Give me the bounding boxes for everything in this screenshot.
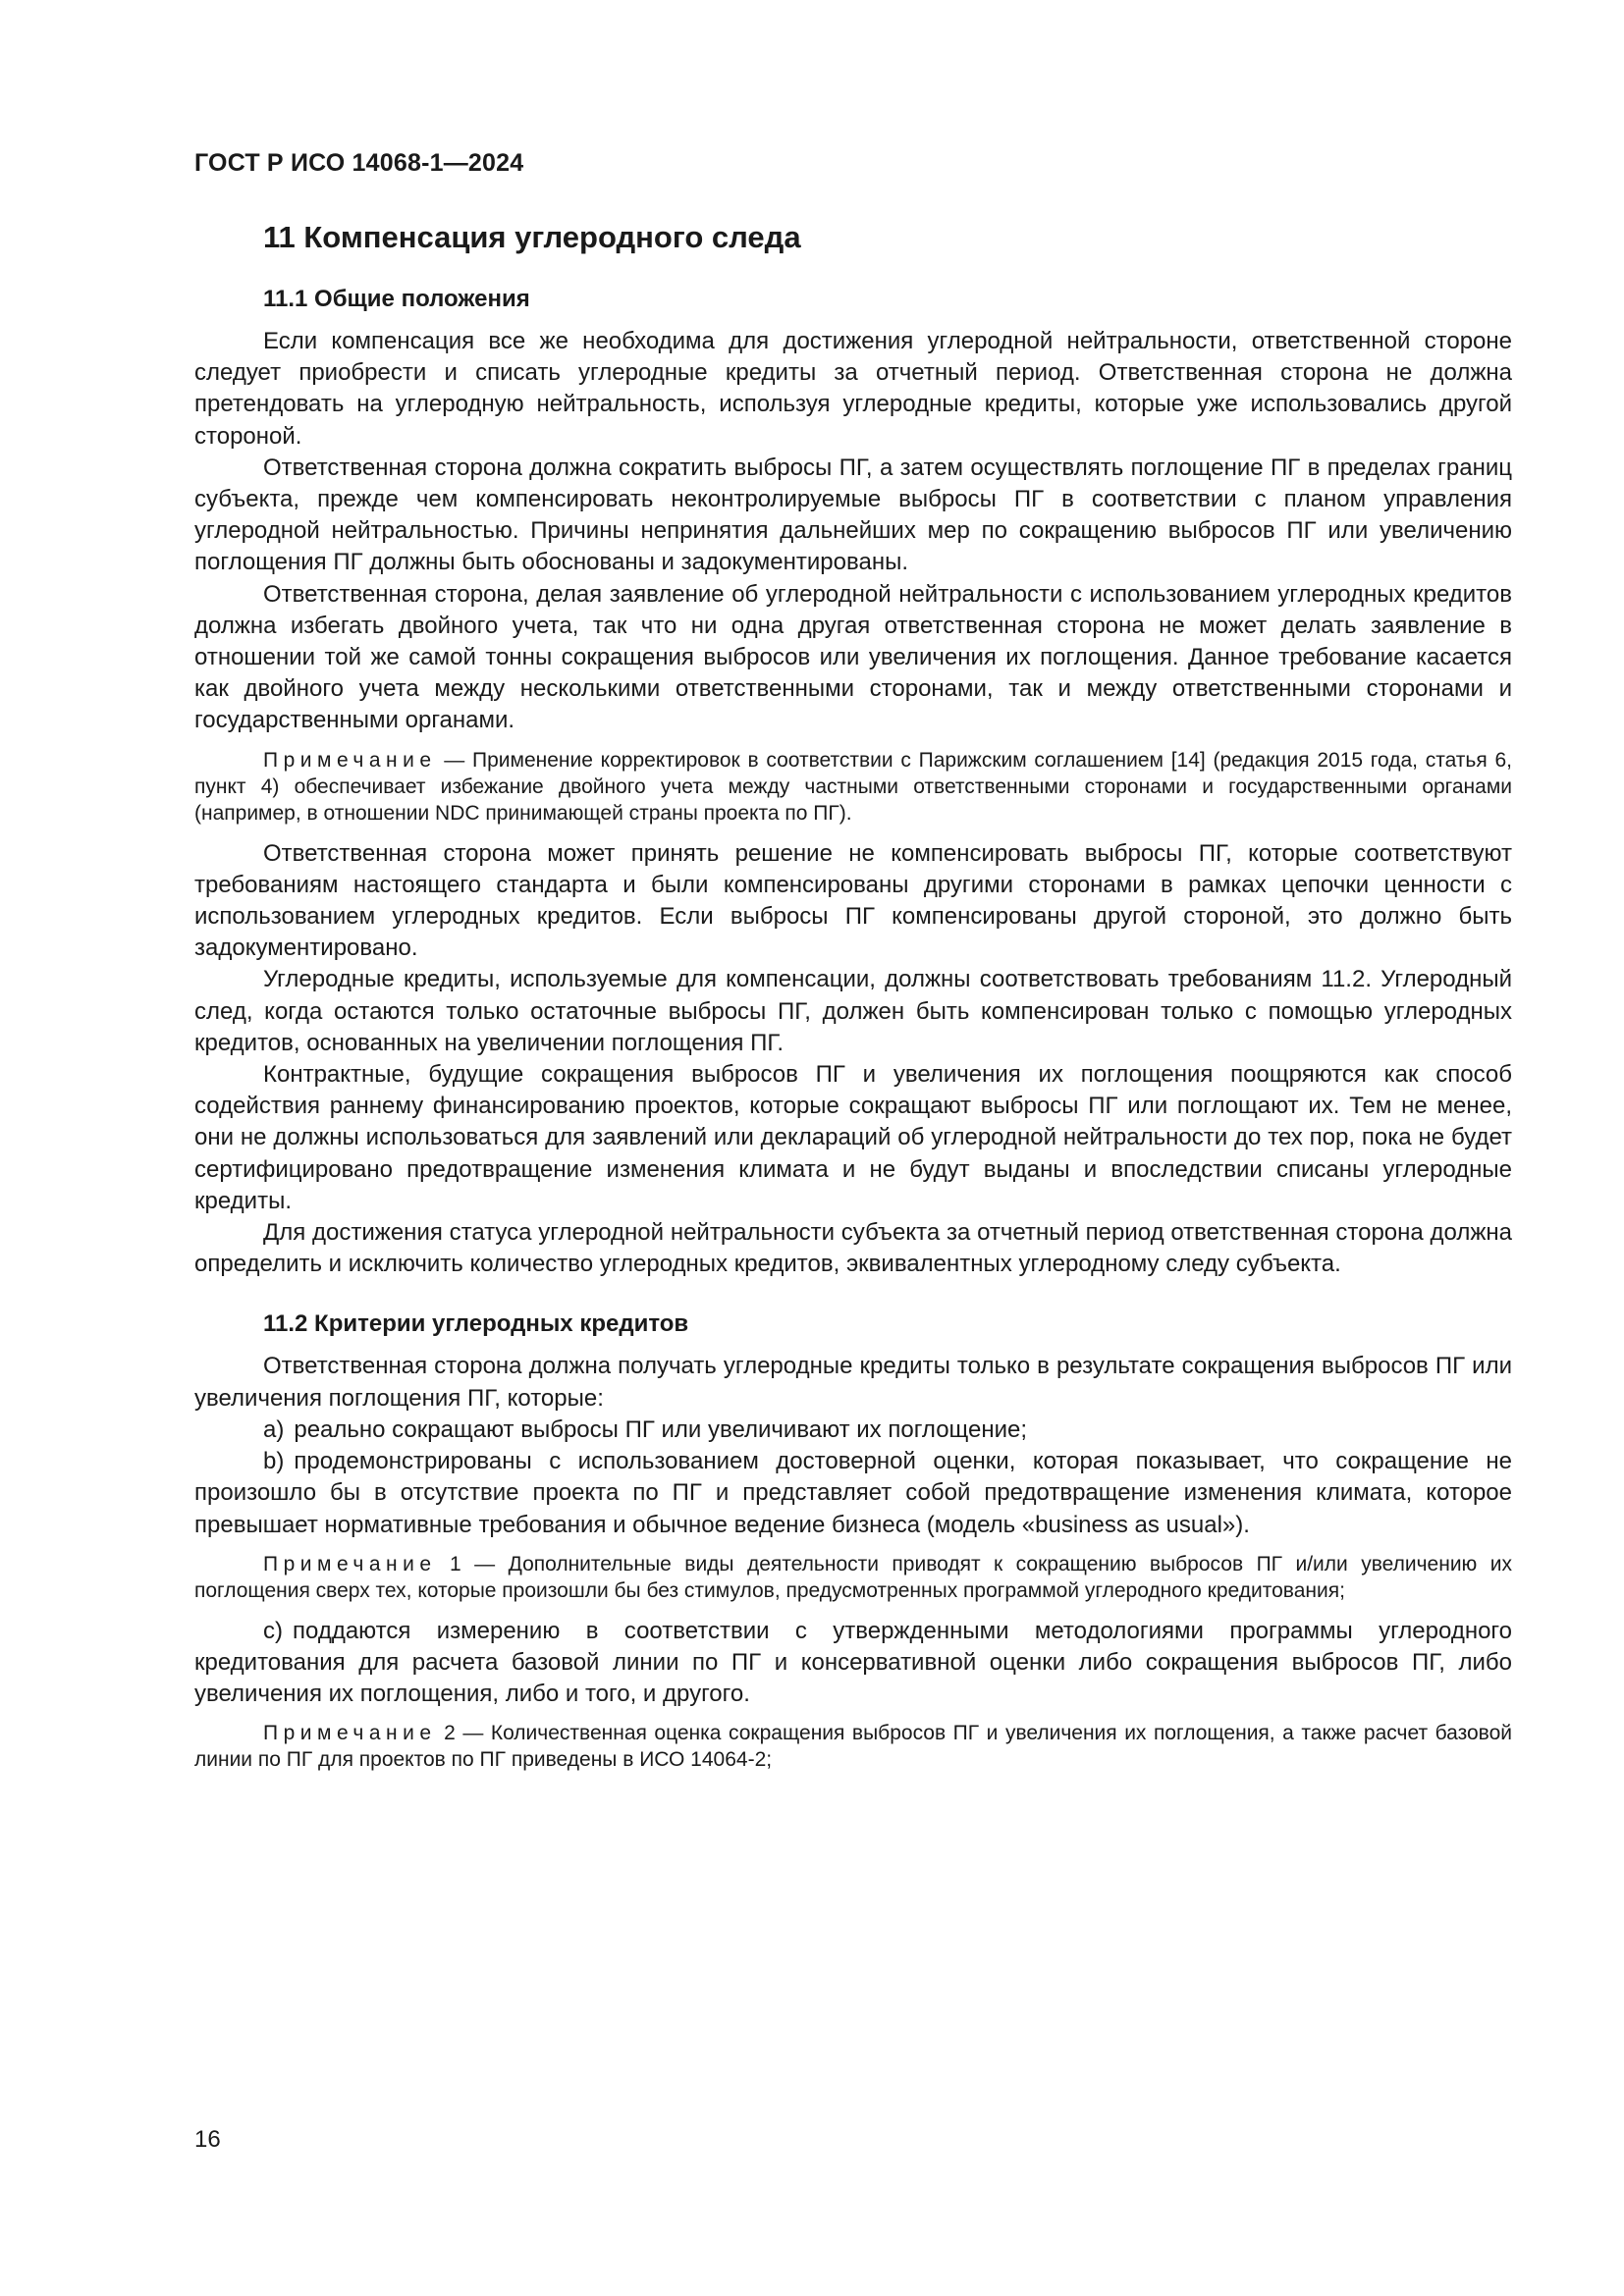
list-item-text: реально сокращают выбросы ПГ или увеличивают их поглощение; [294,1415,1028,1443]
subsection-title-11-1: 11.1 Общие положения [263,286,530,312]
paragraph: Ответственная сторона должна сократить выбросы ПГ, а затем осуществлять поглощение ПГ в пределах границ субъекта, прежде чем компенсировать неконтролируемые выбросы ПГ в соответствии с планом управления углеродной нейтральностью. Причины непринятия дальнейших мер по сокращению выбросов ПГ или увеличению поглощения ПГ должны быть обоснованы и задокументированы. [194,454,1512,576]
list-marker: b) [263,1448,285,1475]
note-text: 1 — Дополнительные виды деятельности приводят к сокращению выбросов ПГ и/или увеличению их поглощения сверх тех, которые произошли бы без стимулов, предусмотренных программой углеродного кредитования; [194,1552,1512,1602]
subsection-title-11-2: 11.2 Критерии углеродных кредитов [263,1310,689,1338]
paragraph: Ответственная сторона может принять решение не компенсировать выбросы ПГ, которые соответствуют требованиям настоящего стандарта и были компенсированы другими сторонами в рамках цепочки ценности с использованием углеродных кредитов. Если выбросы ПГ компенсированы другой стороной, это должно быть задокументировано. [194,839,1512,962]
section-title: 11 Компенсация углеродного следа [263,220,801,254]
note [194,747,1512,827]
note-label: Примечание [263,1552,437,1575]
note-label: Примечание [263,1722,437,1745]
note-text: 2 — Количественная оценка сокращения выбросов ПГ и увеличения их поглощения, а также расчет базовой линии по ПГ для проектов по ПГ приведены в ИСО 14064-2; [194,1722,1512,1772]
paragraph: Для достижения статуса углеродной нейтральности субъекта за отчетный период ответственная сторона должна определить и исключить количество углеродных кредитов, эквивалентных углеродному следу субъекта. [194,1219,1512,1278]
paragraph: Контрактные, будущие сокращения выбросов ПГ и увеличения их поглощения поощряются как способ содействия раннему финансированию проектов, которые сокращают выбросы ПГ или поглощают их. Тем не менее, они не должны использоваться для заявлений или деклараций об углеродной нейтральности до тех пор, пока не будет сертифицировано предотвращение изменения климата и не будут выданы и впоследствии списаны углеродные кредиты. [194,1061,1512,1214]
list-item [194,1446,1512,1541]
list-item-text: продемонстрированы с использованием достоверной оценки, которая показывает, что сокращение не произошло бы в отсутствие проекта по ПГ и представляет собой предотвращение изменения климата, которое превышает нормативные требования и обычное ведение бизнеса (модель «business as usual»). [194,1448,1512,1538]
list-marker: c) [263,1617,283,1644]
list-item [194,1616,1512,1711]
page-number: 16 [194,2126,221,2153]
note-label: Примечание [263,748,437,772]
paragraph: Ответственная сторона, делая заявление об углеродной нейтральности с использованием углеродных кредитов должна избегать двойного учета, так что ни одна другая ответственная сторона не может делать заявление в отношении той же самой тонны сокращения выбросов или увеличения их поглощения. Данное требование касается как двойного учета между несколькими ответственными сторонами, так и между ответственными сторонами и государственными органами. [194,580,1512,734]
list-marker: a) [263,1415,285,1443]
paragraph: Углеродные кредиты, используемые для компенсации, должны соответствовать требованиям 11.2. Углеродный след, когда остаются только остаточные выбросы ПГ, должен быть компенсирован только с помощью углеродных кредитов, основанных на увеличении поглощения ПГ. [194,966,1512,1056]
note [194,1551,1512,1604]
note-text: — Применение корректировок в соответствии с Парижским соглашением [14] (редакция 2015 года, статья 6, пункт 4) обеспечивает избежание двойного учета между частными ответственными сторонами и государственными органами (например, в отношении NDC принимающей страны проекта по ПГ). [194,748,1512,825]
list-item [194,1415,1512,1446]
page-content [194,218,1512,1785]
paragraph: Ответственная сторона должна получать углеродные кредиты только в результате сокращения выбросов ПГ или увеличения поглощения ПГ, которые: [194,1353,1512,1412]
paragraph: Если компенсация все же необходима для достижения углеродной нейтральности, ответственной стороне следует приобрести и списать углеродные кредиты за отчетный период. Ответственная сторона не должна претендовать на углеродную нейтральность, используя углеродные кредиты, которые уже использовались другой стороной. [194,328,1512,450]
note [194,1720,1512,1773]
list-item-text: поддаются измерению в соответствии с утвержденными методологиями программы углеродного кредитования для расчета базовой линии по ПГ и консервативной оценки либо сокращения выбросов ПГ, либо увеличения их поглощения, либо и того, и другого. [194,1617,1512,1708]
document-header: ГОСТ Р ИСО 14068-1—2024 [194,149,524,177]
